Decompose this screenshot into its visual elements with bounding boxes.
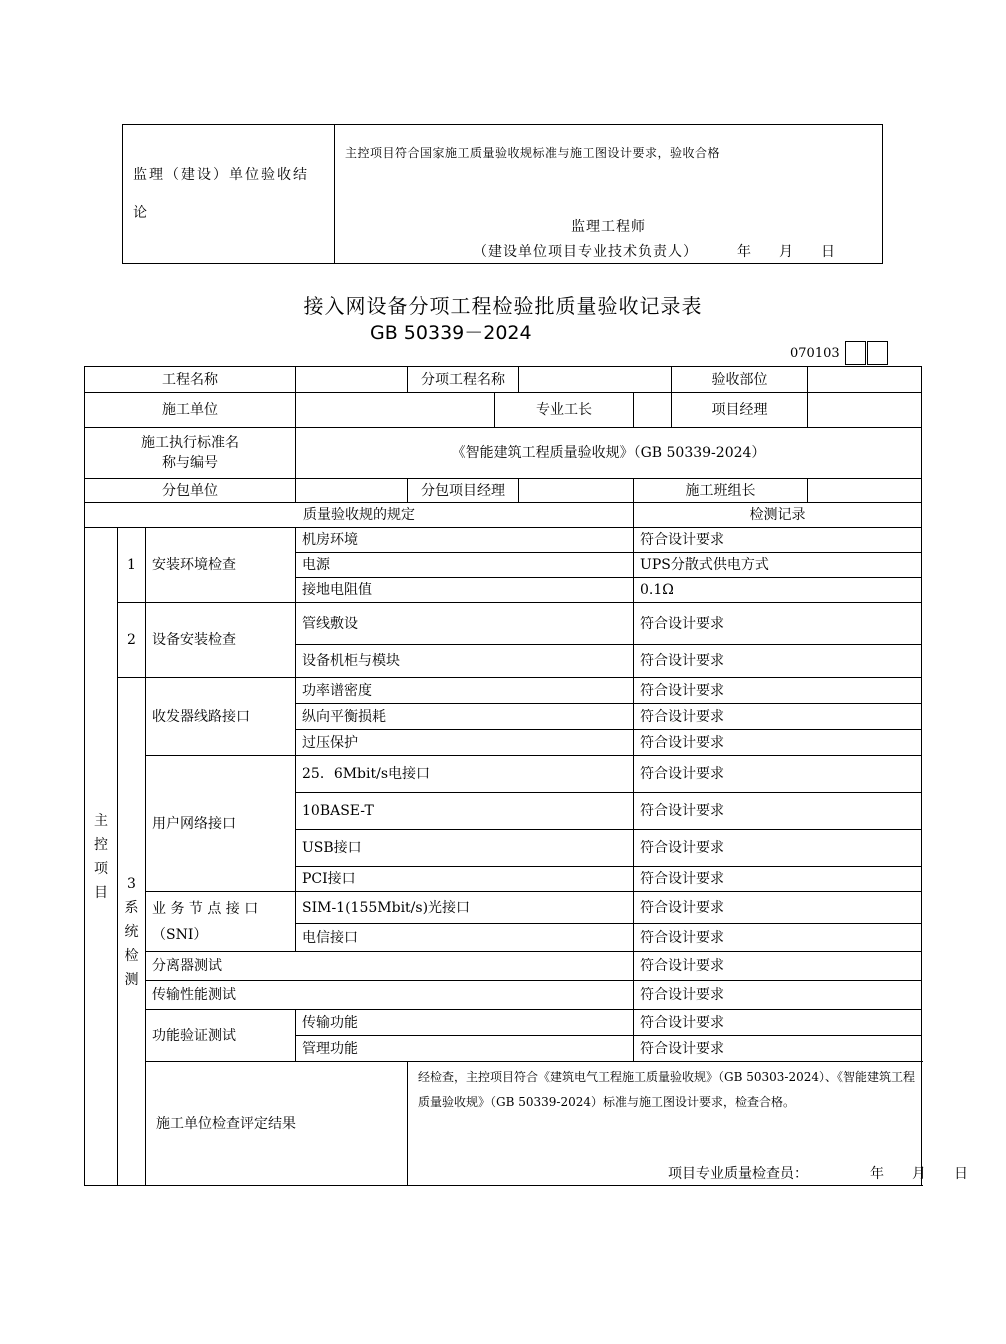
result-date: 年 月 日 (870, 1166, 969, 1182)
item-name: 电源 (296, 553, 634, 578)
item-record[interactable]: 符合设计要求 (634, 793, 922, 830)
supervision-label-line2: 论 (133, 205, 147, 221)
supervision-table (122, 124, 883, 264)
form-title: 接入网设备分项工程检验批质量验收记录表 (303, 294, 703, 318)
project-manager-label: 项目经理 (672, 393, 808, 428)
item-name: SIM-1(155Mbit/s)光接口 (296, 892, 634, 924)
item-record[interactable]: 符合设计要求 (634, 704, 922, 730)
exec-standard-value: 《智能建筑工程质量验收规》（GB 50339-2024） (296, 428, 922, 479)
group3-char: 检 (124, 947, 139, 964)
group3-char: 系 (124, 899, 139, 916)
item-record[interactable]: 符合设计要求 (634, 981, 922, 1010)
item-record[interactable]: 0.1Ω (634, 578, 922, 603)
supervision-responsible: （建设单位项目专业技术负责人） (473, 244, 698, 260)
foreman-label: 专业工长 (495, 393, 634, 428)
sub-project-value[interactable] (519, 367, 672, 393)
item-name: 电信接口 (296, 924, 634, 952)
item-record[interactable]: 符合设计要求 (634, 678, 922, 704)
item-record[interactable]: 符合设计要求 (634, 1010, 922, 1036)
supervision-label (123, 125, 335, 264)
supervision-conclusion: 主控项目符合国家施工质量验收规标准与施工图设计要求，验收合格 (345, 146, 721, 160)
sub-pm-label: 分包项目经理 (408, 479, 519, 503)
foreman-value[interactable] (634, 393, 672, 428)
result-text-1: 经检查，主控项目符合《建筑电气工程施工质量验收规》（GB 50303-2024）、《智能建筑工程 (418, 1070, 916, 1084)
group3-char: 测 (124, 971, 139, 988)
item-record[interactable]: 符合设计要求 (634, 730, 922, 756)
supervision-content (335, 125, 883, 264)
main-control-label (85, 528, 118, 1186)
acceptance-part-label: 验收部位 (672, 367, 808, 393)
main-control-char: 控 (94, 836, 108, 853)
item-record[interactable]: 符合设计要求 (634, 924, 922, 952)
item-record[interactable]: UPS分散式供电方式 (634, 553, 922, 578)
group1-num: 1 (118, 528, 146, 603)
item-record[interactable]: 符合设计要求 (634, 867, 922, 892)
main-table (84, 366, 969, 1186)
construction-unit-value[interactable] (296, 393, 495, 428)
item-record[interactable]: 符合设计要求 (634, 645, 922, 678)
group2-num: 2 (118, 603, 146, 678)
item-record[interactable]: 符合设计要求 (634, 1036, 922, 1062)
user-net-name: 用户网络接口 (146, 756, 296, 892)
splitter-name: 分离器测试 (146, 952, 634, 981)
item-record[interactable]: 符合设计要求 (634, 603, 922, 645)
exec-standard-label-1: 施工执行标准名 (141, 435, 239, 451)
group3-label (118, 678, 146, 1186)
main-control-char: 项 (94, 860, 108, 877)
result-content (408, 1062, 969, 1186)
subcontractor-label: 分包单位 (85, 479, 296, 503)
sub-project-label: 分项工程名称 (408, 367, 519, 393)
result-inspector: 项目专业质量检查员： (668, 1166, 809, 1182)
project-name-value[interactable] (296, 367, 408, 393)
item-name: USB接口 (296, 830, 634, 867)
supervision-date: 年 月 日 (737, 244, 835, 260)
record-label: 检测记录 (634, 503, 922, 528)
sni-name-2: （SNI） (152, 926, 208, 943)
code-box-2[interactable] (867, 341, 888, 365)
item-name: PCI接口 (296, 867, 634, 892)
item-name: 设备机柜与模块 (296, 645, 634, 678)
item-name: 传输功能 (296, 1010, 634, 1036)
supervision-engineer: 监理工程师 (571, 219, 646, 235)
supervision-label-line1: 监理（建设）单位验收结 (133, 167, 309, 183)
item-name: 接地电阻值 (296, 578, 634, 603)
subcontractor-value[interactable] (296, 479, 408, 503)
item-record[interactable]: 符合设计要求 (634, 952, 922, 981)
item-record[interactable]: 符合设计要求 (634, 892, 922, 924)
group2-name: 设备安装检查 (146, 603, 296, 678)
item-name: 功率谱密度 (296, 678, 634, 704)
standard-code: GB 50339－2024 (370, 322, 532, 344)
exec-standard-label (85, 428, 296, 479)
form-code: 070103 (790, 346, 840, 361)
item-record[interactable]: 符合设计要求 (634, 830, 922, 867)
team-leader-label: 施工班组长 (634, 479, 808, 503)
result-text-2: 质量验收规》（GB 50339-2024）标准与施工图设计要求，检查合格。 (418, 1095, 796, 1109)
item-name: 25．6Mbit/s电接口 (296, 756, 634, 793)
item-name: 过压保护 (296, 730, 634, 756)
exec-standard-label-2: 称与编号 (162, 455, 218, 471)
item-name: 管线敷设 (296, 603, 634, 645)
main-control-char: 目 (94, 884, 108, 901)
item-name: 纵向平衡损耗 (296, 704, 634, 730)
item-name: 管理功能 (296, 1036, 634, 1062)
transceiver-name: 收发器线路接口 (146, 678, 296, 756)
item-name: 机房环境 (296, 528, 634, 553)
team-leader-value[interactable] (808, 479, 922, 503)
spec-label: 质量验收规的规定 (85, 503, 634, 528)
item-record[interactable]: 符合设计要求 (634, 528, 922, 553)
item-name: 10BASE-T (296, 793, 634, 830)
function-name: 功能验证测试 (146, 1010, 296, 1062)
code-box-1[interactable] (845, 341, 866, 365)
group3-char: 3 (127, 875, 136, 892)
sub-pm-value[interactable] (519, 479, 634, 503)
sni-name (146, 892, 296, 952)
sni-name-1: 业 务 节 点 接 口 (152, 900, 259, 917)
group1-name: 安装环境检查 (146, 528, 296, 603)
acceptance-part-value[interactable] (808, 367, 922, 393)
main-control-char: 主 (94, 812, 108, 829)
transmission-name: 传输性能测试 (146, 981, 634, 1010)
construction-unit-label: 施工单位 (85, 393, 296, 428)
project-name-label: 工程名称 (85, 367, 296, 393)
group3-char: 统 (124, 923, 139, 940)
result-label: 施工单位检查评定结果 (146, 1062, 408, 1186)
item-record[interactable]: 符合设计要求 (634, 756, 922, 793)
project-manager-value[interactable] (808, 393, 922, 428)
